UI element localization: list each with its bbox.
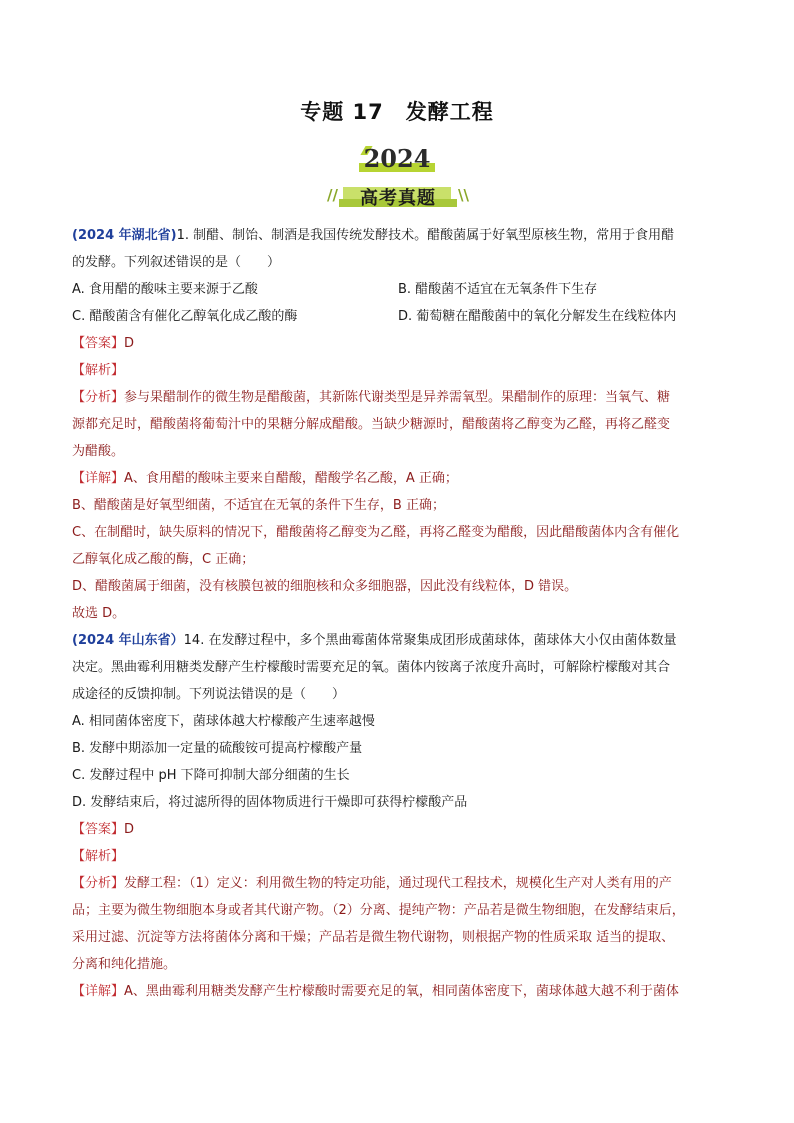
q2-stem-line1 (72, 627, 724, 654)
q1-option-a: A. 食用醋的酸味主要来源于乙酸 (72, 282, 258, 297)
q1-option-b: B. 醋酸菌不适宜在无氧条件下生存 (398, 282, 598, 297)
q2-detail-label: 【详解】 (72, 984, 125, 999)
q1-stem: 1. 制醋、制饴、制酒是我国传统发酵技术。醋酸菌属于好氧型原核生物，常用于食用醋 (176, 228, 675, 243)
q2-source: (2024 年山东省） (72, 633, 184, 648)
banner-right-slash-icon: \\ (458, 186, 469, 204)
q2-answer-label: 【答案】 (72, 822, 125, 837)
q1-detail-d: D、醋酸菌属于细菌，没有核膜包被的细胞核和众多细胞器，因此没有线粒体，D 错误。 (72, 579, 578, 594)
q1-answer-label: 【答案】 (72, 336, 125, 351)
q2-fenxi-text1: 发酵工程：（1）定义：利用微生物的特定功能，通过现代工程技术，规模化生产对人类有用的产 (124, 876, 672, 891)
page-title: 专题 17 发酵工程 (300, 100, 494, 124)
banner-left-slash-icon: // (327, 186, 338, 204)
year-heading (347, 144, 447, 180)
q1-option-c: C. 醋酸菌含有催化乙醇氧化成乙酸的酶 (72, 309, 298, 324)
q1-detail-b: B、醋酸菌是好氧型细菌，不适宜在无氧的条件下生存，B 正确； (72, 498, 445, 513)
q2-detail-line1 (72, 978, 724, 1005)
q1-answer (72, 330, 724, 357)
q1-stem-line2: 的发酵。下列叙述错误的是（ ） (72, 255, 281, 270)
q2-fenxi-label: 【分析】 (72, 876, 125, 891)
banner-label: 高考真题 (360, 188, 436, 209)
q1-fenxi-line3: 为醋酸。 (72, 444, 125, 459)
q2-option-a: A. 相同菌体密度下，菌球体越大柠檬酸产生速率越慢 (72, 714, 375, 729)
q1-fenxi-label: 【分析】 (72, 390, 125, 405)
q2-fenxi-line1 (72, 870, 724, 897)
q2-analysis-label: 【解析】 (72, 849, 125, 864)
section-banner (325, 184, 471, 208)
q1-detail-c2: 乙醇氧化成乙酸的酶，C 正确； (72, 552, 255, 567)
q2-fenxi-line3: 采用过滤、沉淀等方法将菌体分离和干燥；产品若是微生物代谢物，则根据产物的性质采取 适当的提取、 (72, 930, 675, 945)
q2-option-c: C. 发酵过程中 pH 下降可抑制大部分细菌的生长 (72, 768, 350, 783)
q1-option-d: D. 葡萄糖在醋酸菌中的氧化分解发生在线粒体内 (398, 309, 677, 324)
q2-fenxi-line2: 品；主要为微生物细胞本身或者其代谢产物。（2）分离、提纯产物：产品若是微生物细胞，在发酵结束后， (72, 903, 685, 918)
q2-answer (72, 816, 724, 843)
q1-analysis-label: 【解析】 (72, 363, 125, 378)
q1-options-row2 (72, 303, 724, 330)
q2-detail-a: A、黑曲霉利用糖类发酵产生柠檬酸时需要充足的氧，相同菌体密度下，菌球体越大越不利于菌体 (124, 984, 679, 999)
q2-stem-line2: 决定。黑曲霉利用糖类发酵产生柠檬酸时需要充足的氧。菌体内铵离子浓度升高时，可解除柠檬酸对其合 (72, 660, 671, 675)
q1-answer-value: D (124, 336, 135, 351)
q2-answer-value: D (124, 822, 135, 837)
q2-stem-line3: 成途径的反馈抑制。下列说法错误的是（ ） (72, 687, 346, 702)
q2-option-b: B. 发酵中期添加一定量的硫酸铵可提高柠檬酸产量 (72, 741, 363, 756)
q2-stem: 14. 在发酵过程中，多个黑曲霉菌体常聚集成团形成菌球体，菌球体大小仅由菌体数量 (183, 633, 677, 648)
document-body (72, 222, 724, 1005)
q1-fenxi-text1: 参与果醋制作的微生物是醋酸菌，其新陈代谢类型是异养需氧型。果醋制作的原理：当氧气、糖 (124, 390, 671, 405)
q1-fenxi-line1 (72, 384, 724, 411)
q1-detail-c1: C、在制醋时，缺失原料的情况下，醋酸菌将乙醇变为乙醛，再将乙醛变为醋酸，因此醋酸菌体内含有催化 (72, 525, 680, 540)
q1-source: (2024 年湖北省) (72, 228, 177, 243)
year-label: 2024 (363, 144, 431, 173)
q2-option-d: D. 发酵结束后，将过滤所得的固体物质进行干燥即可获得柠檬酸产品 (72, 795, 468, 810)
q2-fenxi-line4: 分离和纯化措施。 (72, 957, 177, 972)
q1-fenxi-line2: 源都充足时，醋酸菌将葡萄汁中的果糖分解成醋酸。当缺少糖源时，醋酸菌将乙醇变为乙醛，再将乙醛变 (72, 417, 671, 432)
q1-detail-line1 (72, 465, 724, 492)
q1-stem-line1 (72, 222, 724, 249)
q1-options-row1 (72, 276, 724, 303)
q1-detail-label: 【详解】 (72, 471, 125, 486)
q1-detail-a: A、食用醋的酸味主要来自醋酸，醋酸学名乙酸，A 正确； (124, 471, 458, 486)
q1-choose: 故选 D。 (72, 606, 126, 621)
